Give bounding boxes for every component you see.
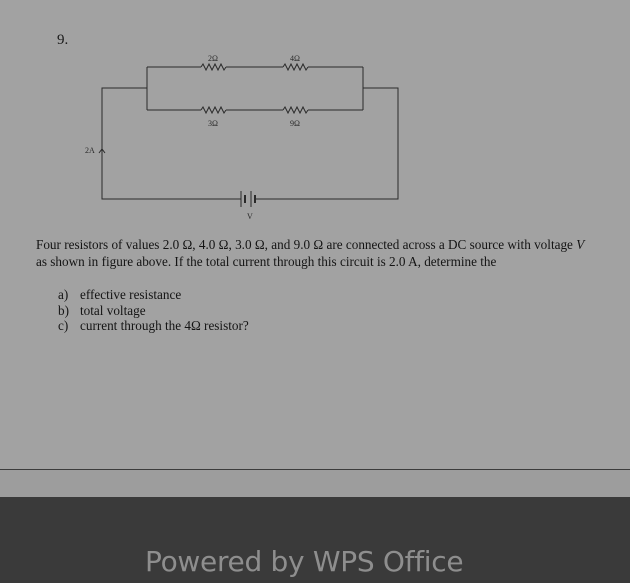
- battery-icon: [236, 191, 263, 207]
- circuit-diagram: [0, 0, 630, 230]
- source-label: V: [247, 212, 253, 221]
- question-text-start: Four resistors of values 2.0 Ω, 4.0 Ω, 3.0 Ω, and 9.0 Ω are connected across a DC source with voltage: [36, 237, 577, 252]
- outer-wire: [102, 88, 236, 199]
- question-number: 9.: [57, 32, 69, 48]
- part-b-label: b): [58, 302, 69, 318]
- resistor-2ohm: [201, 64, 226, 70]
- part-a: [58, 287, 249, 303]
- question-text-end: as shown in figure above. If the total current through this circuit is 2.0 A, determine the: [36, 254, 497, 269]
- voltage-symbol: V: [576, 237, 585, 252]
- question-parts: [58, 287, 249, 334]
- part-b-text: total voltage: [80, 302, 146, 318]
- part-a-text: effective resistance: [80, 287, 182, 302]
- question-text: [36, 236, 588, 270]
- part-c: [58, 318, 249, 334]
- page-divider: [0, 469, 630, 470]
- resistor-9ohm: [283, 107, 308, 113]
- outer-wire-right: [263, 88, 398, 199]
- resistor-label-4ohm: 4Ω: [290, 54, 300, 63]
- resistor-label-3ohm: 3Ω: [208, 119, 218, 128]
- resistor-label-2ohm: 2Ω: [208, 54, 218, 63]
- resistor-3ohm: [201, 107, 226, 113]
- part-a-label: a): [58, 287, 69, 302]
- resistor-label-9ohm: 9Ω: [290, 119, 300, 128]
- resistor-4ohm: [283, 64, 308, 70]
- footer-watermark: Powered by WPS Office: [145, 545, 464, 578]
- part-c-label: c): [58, 318, 69, 333]
- current-label: 2A: [85, 146, 95, 155]
- part-c-text: current through the 4Ω resistor?: [80, 318, 249, 333]
- part-b: [58, 303, 249, 319]
